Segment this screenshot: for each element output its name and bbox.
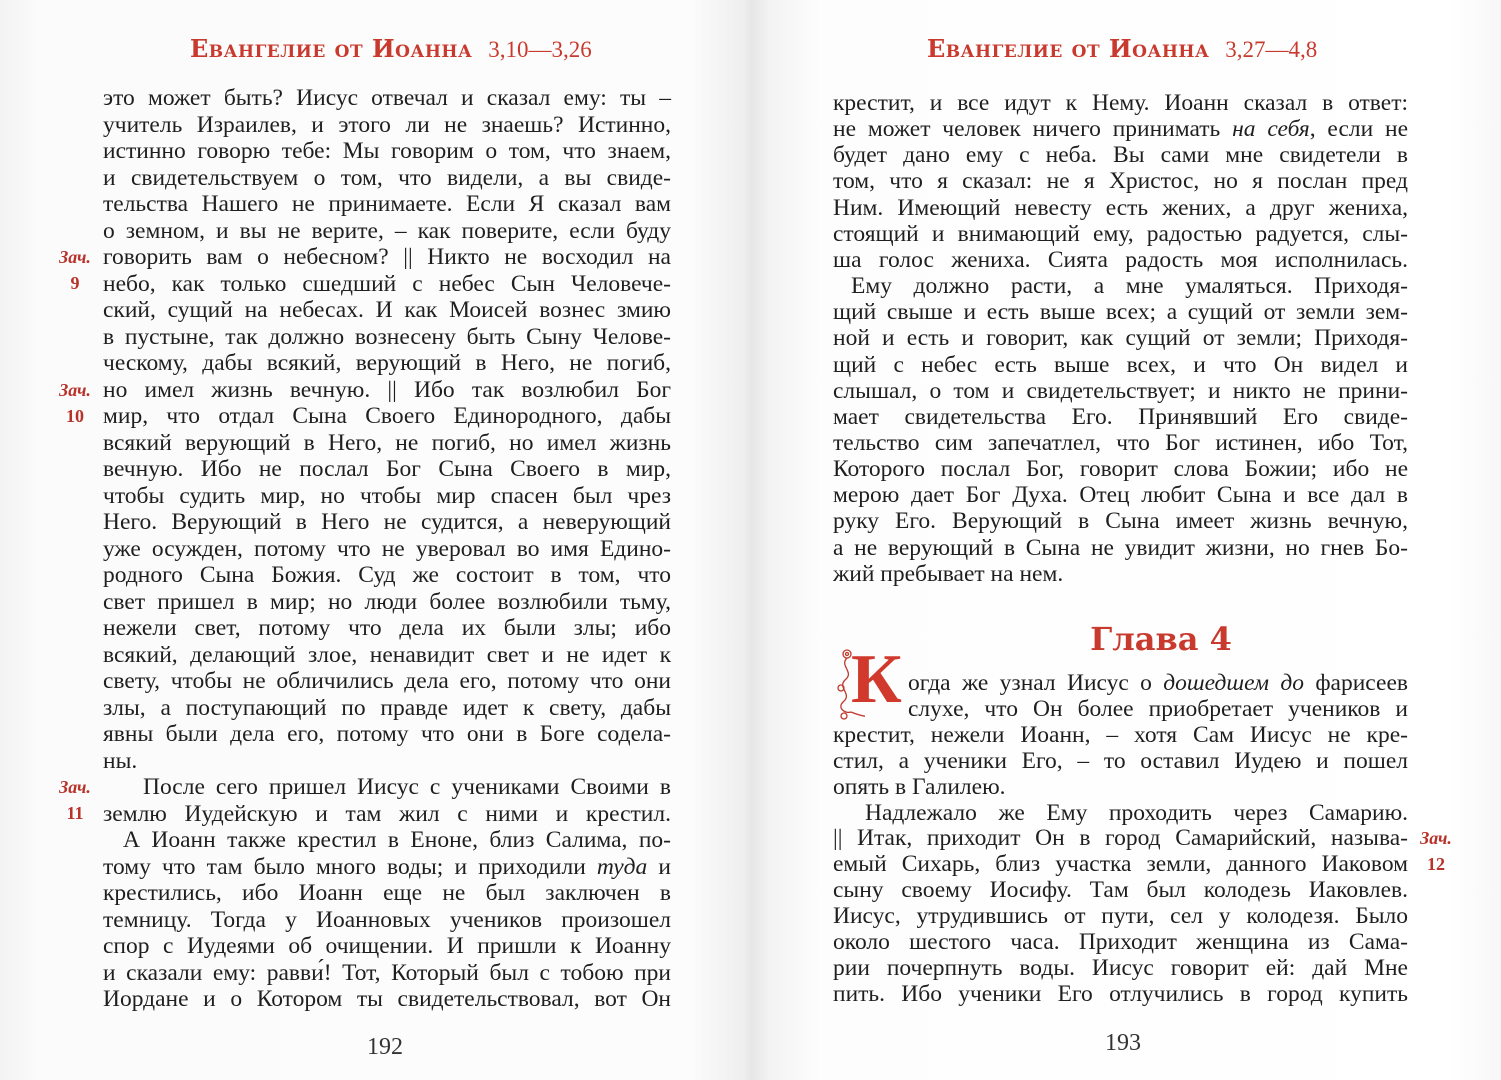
- text-line: землю Иудейскую и там жил с ними и крестил.: [103, 800, 671, 827]
- reading-marker-label: Зач.: [59, 379, 91, 400]
- text-line: истинно говорю тебе: Мы говорим о том, что знаем,: [103, 138, 671, 164]
- reading-marker-number: 12: [1427, 854, 1445, 875]
- text-line: [908, 670, 1408, 696]
- right-page: [751, 0, 1501, 1080]
- text-line: это может быть? Иисус отвечал и сказал ему: ты –: [103, 85, 671, 111]
- text-line: ной и есть и говорит, как сущий от земли; Приходя-: [833, 325, 1408, 352]
- text-line: всякий, делающий злое, ненавидит свет и не идет к: [103, 641, 671, 668]
- text-line: мир, что отдал Сына Своего Единородного, дабы: [103, 403, 671, 429]
- text-line: руку Его. Верующий в Сына имеет жизнь вечную,: [833, 508, 1408, 535]
- italic-text: туда: [596, 853, 648, 880]
- reading-marker-number: 11: [66, 803, 84, 823]
- text-line: Иисус, утрудившись от пути, сел у колодезя. Было: [833, 903, 1408, 930]
- running-header: [927, 34, 1317, 63]
- text-line: родного Сына Божия. Суд же состоит в том, что: [103, 562, 671, 588]
- text-line: свету, чтобы не обличились дела его, потому что они: [103, 668, 671, 694]
- text-line: щий с небес есть выше всех, и что Он видел и: [833, 351, 1408, 378]
- text-line: свет пришел в мир; но люди более возлюбили тьму,: [103, 588, 671, 615]
- text-segment: не может человек ничего принимать: [833, 116, 1233, 143]
- reading-marker: [52, 377, 98, 429]
- text-line: крестит, и все идут к Нему. Иоанн сказал в ответ:: [833, 90, 1408, 116]
- text-segment: огда же узнал Иисус о: [908, 670, 1164, 696]
- text-line: уже осужден, потому что не уверовал во имя Едино-: [103, 535, 671, 562]
- text-line: пить. Ибо ученики Его отлучились в город купить: [833, 980, 1408, 1007]
- text-line: том, что я сказал: не я Христос, но я послан пред: [833, 168, 1408, 195]
- text-line: явны были дела его, потому что они в Боге содела-: [103, 721, 671, 747]
- text-line: и сказали ему: равви́! Тот, Который был с тобою при: [103, 959, 671, 986]
- text-line: крестились, ибо Иоанн еще не был заключен в: [103, 880, 671, 906]
- text-line: злы, а поступающий по правде идет к свету, дабы: [103, 694, 671, 721]
- header-verse-range: 3,10—3,26: [488, 37, 592, 62]
- text-line: вечную. Ибо не послал Бог Сына Своего в мир,: [103, 456, 671, 482]
- text-line: а не верующий в Сына не увидит жизни, но гнев Бо-: [833, 534, 1408, 561]
- reading-marker: [52, 774, 98, 826]
- text-line: тельства Нашего не принимаете. Если Я сказал вам: [103, 191, 671, 217]
- text-line: нежели свет, потому что дела их были злы; ибо: [103, 615, 671, 641]
- text-line: Ему должно расти, а мне умаляться. Приходя-: [851, 273, 1408, 300]
- text-line: ша голос жениха. Сията радость моя исполнилась.: [833, 246, 1408, 273]
- reading-marker-number: 10: [66, 405, 84, 426]
- text-line: тельство сим запечатлел, что Бог истинен, ибо Тот,: [833, 429, 1408, 456]
- reading-marker: [52, 244, 98, 296]
- text-line: ский, сущий на небесах. И как Моисей вознес змию: [103, 297, 671, 323]
- reading-marker-label: Зач.: [1420, 828, 1452, 849]
- text-line: ны.: [103, 747, 138, 774]
- reading-marker-label: Зач.: [59, 247, 91, 267]
- text-segment: фарисеев: [1303, 670, 1408, 696]
- text-line: около шестого часа. Приходит женщина из Сама-: [833, 929, 1408, 955]
- reading-marker-label: Зач.: [59, 777, 91, 797]
- page-number: 193: [1105, 1030, 1141, 1056]
- header-verse-range: 3,27—4,8: [1225, 37, 1318, 62]
- italic-text: дошедшем до: [1163, 670, 1304, 696]
- text-line: емый Сихарь, близ участка земли, данного Иаковом: [833, 851, 1408, 878]
- running-header: [190, 34, 592, 63]
- text-line: темницу. Тогда у Иоанновых учеников произошел: [103, 906, 671, 933]
- text-line: После сего пришел Иисус с учениками Своими в: [143, 774, 671, 800]
- left-page: [0, 0, 750, 1080]
- text-line: Него. Верующий в Него не судится, а неверующий: [103, 509, 671, 535]
- page-number: 192: [367, 1034, 403, 1060]
- text-line: мает свидетельства Его. Принявший Его свиде-: [833, 403, 1408, 430]
- text-line: Иордане и о Котором ты свидетельствовал, вот Он: [103, 986, 671, 1012]
- text-line: чтобы судить мир, но чтобы мир спасен был чрез: [103, 482, 671, 509]
- text-line: слышал, о том и свидетельствует; и никто не прини-: [833, 377, 1408, 404]
- header-title: Евангелие от Иоанна: [927, 34, 1210, 63]
- text-line: ческому, дабы всякий, верующий в Него, не погиб,: [103, 350, 671, 376]
- text-line: [833, 116, 1408, 142]
- text-line: небо, как только сшедший с небес Сын Человече-: [103, 270, 671, 297]
- chapter-title: Глава 4: [1090, 620, 1232, 658]
- text-line: сыну своему Иосифу. Там был колодезь Иаковлев.: [833, 877, 1408, 904]
- text-line: Которого послал Бог, говорит слова Божии; ибо не: [833, 456, 1408, 483]
- text-segment: тому что там было много воды; и приходили: [103, 853, 597, 880]
- text-line: Надлежало же Ему проходить через Самарию.: [865, 799, 1408, 826]
- text-line: Ним. Имеющий невесту есть жених, а друг жениха,: [833, 194, 1408, 221]
- text-line: рии почерпнуть воды. Иисус говорит ей: дай Мне: [833, 954, 1408, 981]
- text-line: спор с Иудеями об очищении. И пришли к Иоанну: [103, 933, 671, 959]
- text-line: жий пребывает на нем.: [833, 560, 1064, 587]
- text-line: слухе, что Он более приобретает учеников и: [908, 695, 1408, 722]
- text-line: крестит, нежели Иоанн, – хотя Сам Иисус не кре-: [833, 721, 1408, 748]
- text-line: и свидетельствуем о том, что видели, а вы свиде-: [103, 164, 671, 191]
- text-line: будет дано ему с неба. Вы сами мне свидетели в: [833, 142, 1408, 169]
- text-line: А Иоанн также крестил в Еноне, близ Салима, по-: [123, 827, 671, 853]
- text-segment: , если не: [1309, 116, 1409, 143]
- text-line: опять в Галилею.: [833, 773, 1006, 800]
- italic-text: на себя: [1232, 116, 1310, 143]
- text-line: || Итак, приходит Он в город Самарийский, называ-: [833, 825, 1408, 852]
- text-line: всякий верующий в Него, не погиб, но имел жизнь: [103, 429, 671, 456]
- text-line: мерою дает Бог Духа. Отец любит Сына и все дал в: [833, 482, 1408, 509]
- text-line: о земном, и вы не верите, – как поверите, если буду: [103, 217, 671, 244]
- drop-cap-letter: К: [851, 641, 902, 718]
- text-line: стоящий и внимающий ему, радостью радуется, слы-: [833, 220, 1408, 247]
- reading-marker-number: 9: [70, 273, 80, 293]
- text-line: стил, а ученики Его, – то оставил Иудею и пошел: [833, 747, 1408, 774]
- text-line: [103, 854, 671, 880]
- text-line: учитель Израилев, и этого ли не знаешь? Истинно,: [103, 111, 671, 138]
- text-line: щий свыше и есть выше всех; а сущий от земли зем-: [833, 299, 1408, 326]
- text-line: говорить вам о небесном? || Никто не восходил на: [103, 244, 671, 270]
- text-line: но имел жизнь вечную. || Ибо так возлюбил Бог: [103, 376, 671, 403]
- drop-cap-initial: [835, 641, 905, 720]
- reading-marker: [1413, 825, 1459, 877]
- header-title: Евангелие от Иоанна: [190, 34, 473, 63]
- text-segment: и: [647, 853, 671, 880]
- text-line: в пустыне, так должно вознесену быть Сыну Челове-: [103, 323, 671, 350]
